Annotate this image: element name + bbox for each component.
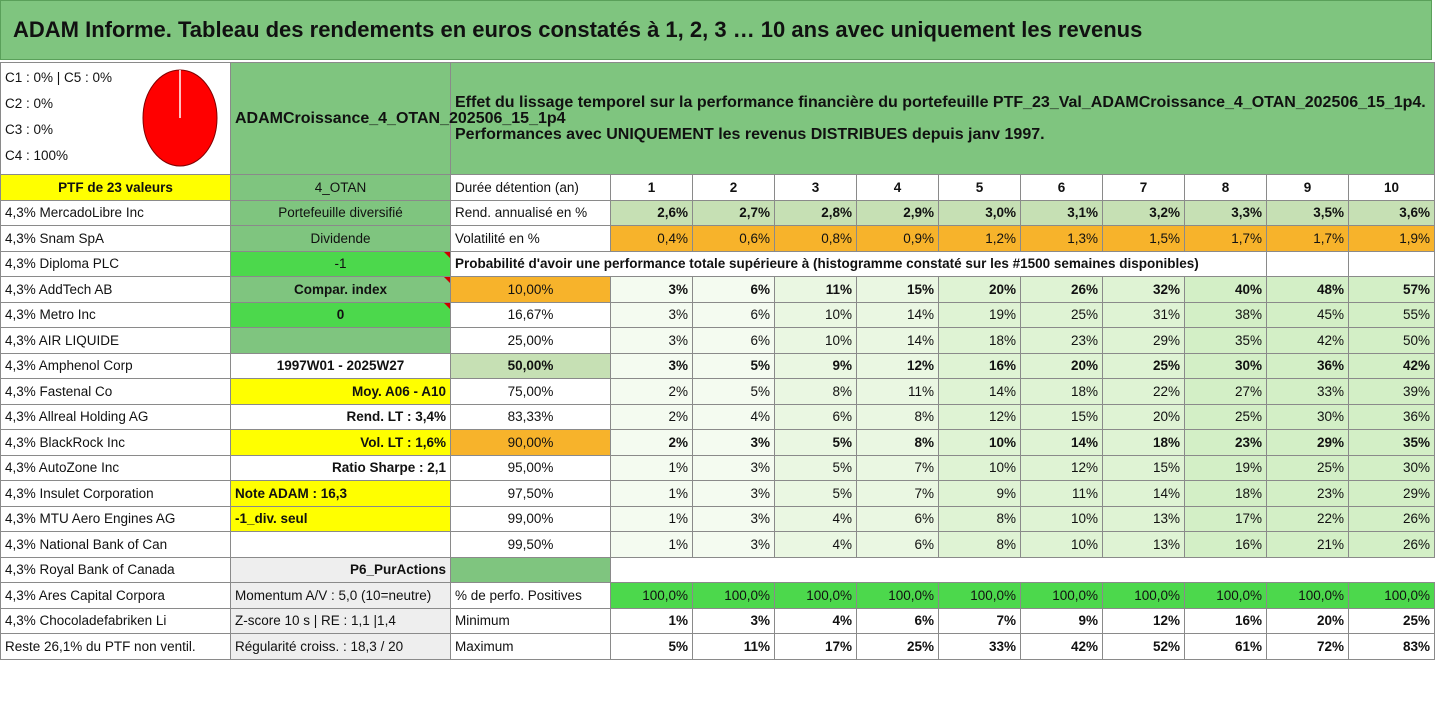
- maximum-value-y10: 83%: [1349, 634, 1435, 660]
- threshold-value: 75,00%: [451, 379, 611, 405]
- probability-value-y3: 10%: [775, 328, 857, 354]
- probability-value-y6: 25%: [1021, 302, 1103, 328]
- holding-name: 4,3% Amphenol Corp: [1, 353, 231, 379]
- holding-name: 4,3% Diploma PLC: [1, 251, 231, 277]
- probability-value-y8: 25%: [1185, 404, 1267, 430]
- maximum-value-y1: 5%: [611, 634, 693, 660]
- probability-value-y3: 6%: [775, 404, 857, 430]
- probability-value-y5: 20%: [939, 277, 1021, 303]
- probability-value-y3: 4%: [775, 532, 857, 558]
- table-row: [1, 634, 1435, 660]
- year-header-y4: 4: [857, 175, 939, 201]
- probability-value-y2: 5%: [693, 379, 775, 405]
- probability-value-y6: 18%: [1021, 379, 1103, 405]
- probability-value-y2: 6%: [693, 277, 775, 303]
- probability-value-y10: 36%: [1349, 404, 1435, 430]
- maximum-value-y5: 33%: [939, 634, 1021, 660]
- vol-value-y1: 0,4%: [611, 226, 693, 252]
- info-metro-value: 0: [231, 302, 451, 328]
- maximum-value-y7: 52%: [1103, 634, 1185, 660]
- info-vol-lt: Vol. LT : 1,6%: [231, 430, 451, 456]
- probability-value-y8: 27%: [1185, 379, 1267, 405]
- probability-value-y3: 9%: [775, 353, 857, 379]
- minimum-value-y3: 4%: [775, 608, 857, 634]
- probability-value-y5: 14%: [939, 379, 1021, 405]
- empty-cell: [1103, 557, 1185, 583]
- probability-value-y2: 3%: [693, 506, 775, 532]
- probability-value-y7: 25%: [1103, 353, 1185, 379]
- probability-value-y10: 26%: [1349, 532, 1435, 558]
- probability-value-y1: 2%: [611, 379, 693, 405]
- probability-value-y3: 10%: [775, 302, 857, 328]
- probability-value-y6: 10%: [1021, 532, 1103, 558]
- rend-value-y3: 2,8%: [775, 200, 857, 226]
- probability-value-y5: 12%: [939, 404, 1021, 430]
- probability-value-y7: 13%: [1103, 532, 1185, 558]
- probability-value-y7: 22%: [1103, 379, 1185, 405]
- table-row: [1, 328, 1435, 354]
- empty-cell: [775, 557, 857, 583]
- rend-value-y6: 3,1%: [1021, 200, 1103, 226]
- minimum-value-y8: 16%: [1185, 608, 1267, 634]
- positive-value-y5: 100,0%: [939, 583, 1021, 609]
- probability-value-y10: 29%: [1349, 481, 1435, 507]
- probability-value-y6: 23%: [1021, 328, 1103, 354]
- info-div-seul: -1_div. seul: [231, 506, 451, 532]
- probability-value-y9: 30%: [1267, 404, 1349, 430]
- maximum-value-y9: 72%: [1267, 634, 1349, 660]
- probability-value-y7: 14%: [1103, 481, 1185, 507]
- holding-name: 4,3% MercadoLibre Inc: [1, 200, 231, 226]
- vol-value-y3: 0,8%: [775, 226, 857, 252]
- empty-cell: [857, 557, 939, 583]
- probability-value-y4: 15%: [857, 277, 939, 303]
- positive-value-y2: 100,0%: [693, 583, 775, 609]
- threshold-value: 99,50%: [451, 532, 611, 558]
- probability-value-y4: 8%: [857, 430, 939, 456]
- empty-green-cell: [451, 557, 611, 583]
- info-momentum: Momentum A/V : 5,0 (10=neutre): [231, 583, 451, 609]
- ptf-code: 4_OTAN: [231, 175, 451, 201]
- holding-name: 4,3% AIR LIQUIDE: [1, 328, 231, 354]
- empty-cell: [1267, 251, 1349, 277]
- probability-value-y3: 5%: [775, 481, 857, 507]
- rend-value-y10: 3,6%: [1349, 200, 1435, 226]
- probability-value-y9: 42%: [1267, 328, 1349, 354]
- probability-value-y9: 25%: [1267, 455, 1349, 481]
- minimum-value-y9: 20%: [1267, 608, 1349, 634]
- table-row: [1, 175, 1435, 201]
- positive-value-y1: 100,0%: [611, 583, 693, 609]
- probability-value-y4: 14%: [857, 328, 939, 354]
- minimum-value-y1: 1%: [611, 608, 693, 634]
- probability-value-y3: 8%: [775, 379, 857, 405]
- probability-value-y8: 17%: [1185, 506, 1267, 532]
- holding-name: 4,3% Ares Capital Corpora: [1, 583, 231, 609]
- year-header-y2: 2: [693, 175, 775, 201]
- probability-value-y7: 32%: [1103, 277, 1185, 303]
- year-header-y6: 6: [1021, 175, 1103, 201]
- probability-value-y7: 20%: [1103, 404, 1185, 430]
- vol-value-y6: 1,3%: [1021, 226, 1103, 252]
- probability-value-y10: 26%: [1349, 506, 1435, 532]
- table-row: [1, 200, 1435, 226]
- positive-label: % de perfo. Positives: [451, 583, 611, 609]
- probability-value-y8: 35%: [1185, 328, 1267, 354]
- rend-value-y4: 2,9%: [857, 200, 939, 226]
- empty-cell: [693, 557, 775, 583]
- probability-value-y10: 39%: [1349, 379, 1435, 405]
- info-moy: Moy. A06 - A10: [231, 379, 451, 405]
- report-title: ADAM Informe. Tableau des rendements en euros constatés à 1, 2, 3 … 10 ans avec uniquement les revenus: [0, 0, 1432, 60]
- table-row: [1, 583, 1435, 609]
- threshold-value: 50,00%: [451, 353, 611, 379]
- table-row: [1, 608, 1435, 634]
- holding-name: 4,3% National Bank of Can: [1, 532, 231, 558]
- allocation-line-2: C2 : 0%: [5, 96, 54, 111]
- probability-value-y10: 50%: [1349, 328, 1435, 354]
- holding-name: 4,3% MTU Aero Engines AG: [1, 506, 231, 532]
- info-period: 1997W01 - 2025W27: [231, 353, 451, 379]
- probability-value-y2: 4%: [693, 404, 775, 430]
- year-header-y1: 1: [611, 175, 693, 201]
- table-row: [1, 430, 1435, 456]
- maximum-value-y6: 42%: [1021, 634, 1103, 660]
- probability-value-y1: 1%: [611, 506, 693, 532]
- probability-value-y1: 1%: [611, 532, 693, 558]
- table-row: [1, 481, 1435, 507]
- table-row: [1, 379, 1435, 405]
- allocation-line-4: C4 : 100%: [5, 148, 69, 163]
- holding-name: 4,3% Chocoladefabriken Li: [1, 608, 231, 634]
- maximum-value-y2: 11%: [693, 634, 775, 660]
- vol-label: Volatilité en %: [451, 226, 611, 252]
- probability-value-y9: 36%: [1267, 353, 1349, 379]
- minimum-value-y2: 3%: [693, 608, 775, 634]
- table-row: [1, 506, 1435, 532]
- empty-cell: [611, 557, 693, 583]
- holding-name: 4,3% BlackRock Inc: [1, 430, 231, 456]
- minimum-label: Minimum: [451, 608, 611, 634]
- positive-value-y10: 100,0%: [1349, 583, 1435, 609]
- holding-name: 4,3% AddTech AB: [1, 277, 231, 303]
- table-row: [1, 302, 1435, 328]
- holding-name: 4,3% Allreal Holding AG: [1, 404, 231, 430]
- threshold-value: 97,50%: [451, 481, 611, 507]
- probability-value-y6: 20%: [1021, 353, 1103, 379]
- rend-label: Rend. annualisé en %: [451, 200, 611, 226]
- year-header-y3: 3: [775, 175, 857, 201]
- probability-value-y6: 11%: [1021, 481, 1103, 507]
- probability-value-y2: 3%: [693, 481, 775, 507]
- table-row: [1, 226, 1435, 252]
- probability-value-y7: 15%: [1103, 455, 1185, 481]
- info-dividend: Dividende: [231, 226, 451, 252]
- probability-value-y10: 55%: [1349, 302, 1435, 328]
- probability-value-y3: 5%: [775, 430, 857, 456]
- probability-value-y8: 16%: [1185, 532, 1267, 558]
- probability-value-y10: 42%: [1349, 353, 1435, 379]
- probability-value-y6: 14%: [1021, 430, 1103, 456]
- table-row: [1, 455, 1435, 481]
- table-row: [1, 277, 1435, 303]
- probability-value-y5: 9%: [939, 481, 1021, 507]
- description-line-2: Performances avec UNIQUEMENT les revenus DISTRIBUES depuis janv 1997.: [455, 125, 1045, 143]
- threshold-value: 90,00%: [451, 430, 611, 456]
- vol-value-y9: 1,7%: [1267, 226, 1349, 252]
- holding-name: 4,3% Snam SpA: [1, 226, 231, 252]
- probability-value-y7: 31%: [1103, 302, 1185, 328]
- year-header-y8: 8: [1185, 175, 1267, 201]
- probability-value-y4: 12%: [857, 353, 939, 379]
- returns-table: [0, 62, 1435, 660]
- probability-value-y5: 18%: [939, 328, 1021, 354]
- probability-value-y1: 3%: [611, 353, 693, 379]
- allocation-line-3: C3 : 0%: [5, 122, 54, 137]
- table-body: [1, 63, 1435, 660]
- year-header-y10: 10: [1349, 175, 1435, 201]
- minimum-value-y6: 9%: [1021, 608, 1103, 634]
- threshold-value: 95,00%: [451, 455, 611, 481]
- probability-value-y1: 2%: [611, 430, 693, 456]
- probability-value-y2: 3%: [693, 455, 775, 481]
- maximum-value-y8: 61%: [1185, 634, 1267, 660]
- ptf-count: PTF de 23 valeurs: [1, 175, 231, 201]
- threshold-value: 83,33%: [451, 404, 611, 430]
- positive-value-y9: 100,0%: [1267, 583, 1349, 609]
- probability-value-y4: 8%: [857, 404, 939, 430]
- info-empty: [231, 328, 451, 354]
- probability-value-y3: 5%: [775, 455, 857, 481]
- probability-value-y3: 11%: [775, 277, 857, 303]
- description-cell: [451, 63, 1435, 175]
- minimum-value-y10: 25%: [1349, 608, 1435, 634]
- allocation-cell: [1, 63, 231, 175]
- info-diversified: Portefeuille diversifié: [231, 200, 451, 226]
- probability-value-y1: 3%: [611, 302, 693, 328]
- probability-value-y5: 19%: [939, 302, 1021, 328]
- probability-value-y9: 23%: [1267, 481, 1349, 507]
- empty-cell: [1267, 557, 1349, 583]
- holding-name: 4,3% Fastenal Co: [1, 379, 231, 405]
- maximum-value-y4: 25%: [857, 634, 939, 660]
- probability-value-y9: 22%: [1267, 506, 1349, 532]
- holding-name: 4,3% Insulet Corporation: [1, 481, 231, 507]
- table-row: [1, 353, 1435, 379]
- probability-value-y8: 30%: [1185, 353, 1267, 379]
- probability-value-y2: 6%: [693, 302, 775, 328]
- rend-value-y9: 3,5%: [1267, 200, 1349, 226]
- probability-value-y5: 16%: [939, 353, 1021, 379]
- maximum-value-y3: 17%: [775, 634, 857, 660]
- probability-value-y1: 2%: [611, 404, 693, 430]
- probability-value-y10: 35%: [1349, 430, 1435, 456]
- info-empty: [231, 532, 451, 558]
- vol-value-y4: 0,9%: [857, 226, 939, 252]
- probability-value-y1: 3%: [611, 328, 693, 354]
- rend-value-y1: 2,6%: [611, 200, 693, 226]
- probability-value-y4: 14%: [857, 302, 939, 328]
- info-zscore: Z-score 10 s | RE : 1,1 |1,4: [231, 608, 451, 634]
- positive-value-y4: 100,0%: [857, 583, 939, 609]
- table-row: [1, 404, 1435, 430]
- table-row: [1, 251, 1435, 277]
- year-header-y9: 9: [1267, 175, 1349, 201]
- probability-value-y2: 3%: [693, 532, 775, 558]
- holding-name: Reste 26,1% du PTF non ventil.: [1, 634, 231, 660]
- duration-label: Durée détention (an): [451, 175, 611, 201]
- threshold-value: 10,00%: [451, 277, 611, 303]
- probability-title: Probabilité d'avoir une performance totale supérieure à (histogramme constaté sur les #1500 semaines disponibles): [451, 251, 1267, 277]
- probability-value-y5: 10%: [939, 430, 1021, 456]
- probability-value-y8: 19%: [1185, 455, 1267, 481]
- vol-value-y8: 1,7%: [1185, 226, 1267, 252]
- allocation-pie-chart: [141, 68, 219, 168]
- probability-value-y7: 18%: [1103, 430, 1185, 456]
- probability-value-y7: 29%: [1103, 328, 1185, 354]
- probability-value-y6: 15%: [1021, 404, 1103, 430]
- probability-value-y5: 8%: [939, 506, 1021, 532]
- probability-value-y10: 30%: [1349, 455, 1435, 481]
- probability-value-y4: 11%: [857, 379, 939, 405]
- minimum-value-y7: 12%: [1103, 608, 1185, 634]
- minimum-value-y5: 7%: [939, 608, 1021, 634]
- empty-cell: [1349, 251, 1435, 277]
- rend-value-y5: 3,0%: [939, 200, 1021, 226]
- probability-value-y6: 12%: [1021, 455, 1103, 481]
- empty-cell: [1185, 557, 1267, 583]
- holding-name: 4,3% Metro Inc: [1, 302, 231, 328]
- probability-value-y5: 8%: [939, 532, 1021, 558]
- info-regularite: Régularité croiss. : 18,3 / 20: [231, 634, 451, 660]
- empty-cell: [1349, 557, 1435, 583]
- threshold-value: 25,00%: [451, 328, 611, 354]
- probability-value-y2: 6%: [693, 328, 775, 354]
- positive-value-y6: 100,0%: [1021, 583, 1103, 609]
- positive-value-y8: 100,0%: [1185, 583, 1267, 609]
- probability-value-y9: 45%: [1267, 302, 1349, 328]
- probability-value-y4: 6%: [857, 506, 939, 532]
- year-header-y5: 5: [939, 175, 1021, 201]
- rend-value-y8: 3,3%: [1185, 200, 1267, 226]
- description-line-1: Effet du lissage temporel sur la performance financière du portefeuille PTF_23_Val_ADAMCroissance_4_OTAN_202506_15_1p4.: [455, 93, 1426, 111]
- probability-value-y6: 10%: [1021, 506, 1103, 532]
- probability-value-y1: 1%: [611, 455, 693, 481]
- info-sharpe: Ratio Sharpe : 2,1: [231, 455, 451, 481]
- vol-value-y2: 0,6%: [693, 226, 775, 252]
- minimum-value-y4: 6%: [857, 608, 939, 634]
- holding-name: 4,3% Royal Bank of Canada: [1, 557, 231, 583]
- table-row: [1, 557, 1435, 583]
- info-p6: P6_PurActions: [231, 557, 451, 583]
- empty-cell: [1021, 557, 1103, 583]
- probability-value-y8: 23%: [1185, 430, 1267, 456]
- probability-value-y9: 29%: [1267, 430, 1349, 456]
- info-note: Note ADAM : 16,3: [231, 481, 451, 507]
- probability-value-y2: 5%: [693, 353, 775, 379]
- allocation-line-1: C1 : 0% | C5 : 0%: [5, 70, 113, 85]
- probability-value-y5: 10%: [939, 455, 1021, 481]
- vol-value-y5: 1,2%: [939, 226, 1021, 252]
- probability-value-y8: 40%: [1185, 277, 1267, 303]
- maximum-label: Maximum: [451, 634, 611, 660]
- probability-value-y9: 48%: [1267, 277, 1349, 303]
- probability-value-y4: 6%: [857, 532, 939, 558]
- year-header-y7: 7: [1103, 175, 1185, 201]
- info-diploma-value: -1: [231, 251, 451, 277]
- probability-value-y4: 7%: [857, 455, 939, 481]
- probability-value-y10: 57%: [1349, 277, 1435, 303]
- rend-value-y7: 3,2%: [1103, 200, 1185, 226]
- holding-name: 4,3% AutoZone Inc: [1, 455, 231, 481]
- rend-value-y2: 2,7%: [693, 200, 775, 226]
- probability-value-y7: 13%: [1103, 506, 1185, 532]
- empty-cell: [939, 557, 1021, 583]
- threshold-value: 16,67%: [451, 302, 611, 328]
- probability-value-y9: 21%: [1267, 532, 1349, 558]
- probability-value-y1: 1%: [611, 481, 693, 507]
- probability-value-y9: 33%: [1267, 379, 1349, 405]
- probability-value-y6: 26%: [1021, 277, 1103, 303]
- portfolio-name: ADAMCroissance_4_OTAN_202506_15_1p4: [231, 63, 451, 175]
- probability-value-y1: 3%: [611, 277, 693, 303]
- probability-value-y3: 4%: [775, 506, 857, 532]
- probability-value-y2: 3%: [693, 430, 775, 456]
- info-compar-index: Compar. index: [231, 277, 451, 303]
- probability-value-y8: 18%: [1185, 481, 1267, 507]
- vol-value-y7: 1,5%: [1103, 226, 1185, 252]
- positive-value-y3: 100,0%: [775, 583, 857, 609]
- probability-value-y8: 38%: [1185, 302, 1267, 328]
- threshold-value: 99,00%: [451, 506, 611, 532]
- table-row: [1, 532, 1435, 558]
- positive-value-y7: 100,0%: [1103, 583, 1185, 609]
- probability-value-y4: 7%: [857, 481, 939, 507]
- info-rend-lt: Rend. LT : 3,4%: [231, 404, 451, 430]
- vol-value-y10: 1,9%: [1349, 226, 1435, 252]
